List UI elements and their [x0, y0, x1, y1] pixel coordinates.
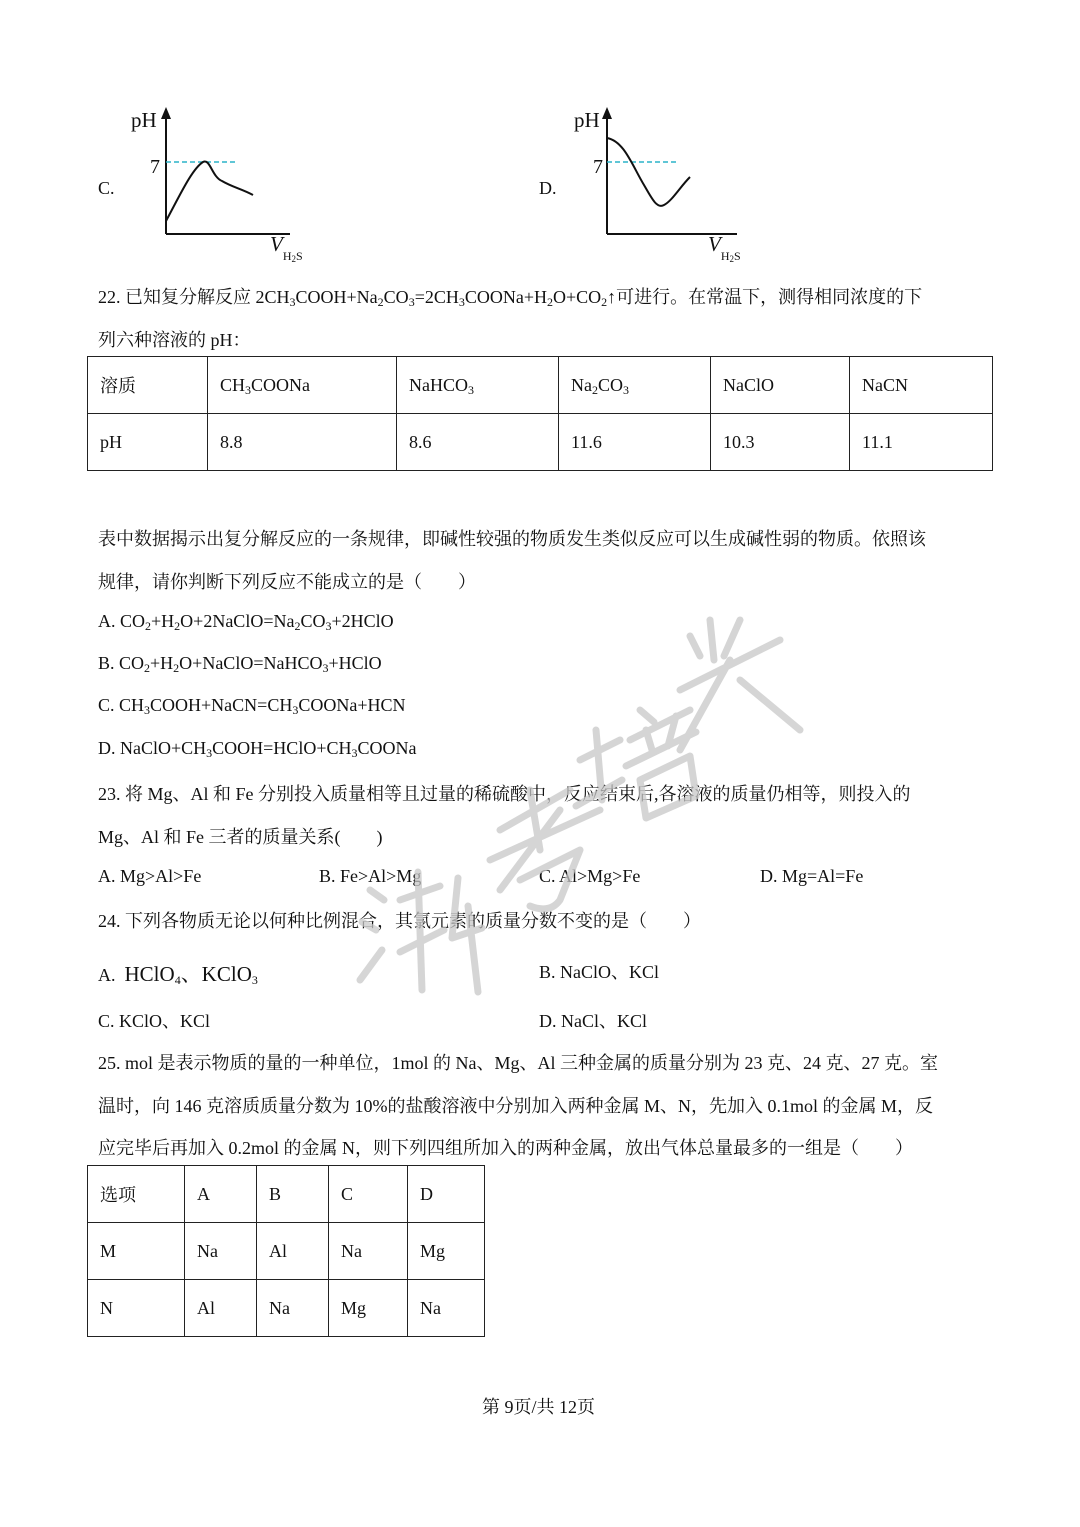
q25-line2: 温时，向 146 克溶质质量分数为 10%的盐酸溶液中分别加入两种金属 M、N，先加入 0.1mol 的金属 M，反 [98, 1096, 934, 1116]
table-cell: 8.6 [397, 414, 559, 471]
q23-line1: 23. 将 Mg、Al 和 Fe 分别投入质量相等且过量的稀硫酸中，反应结束后,各溶液的质量仍相等，则投入的 [98, 784, 911, 804]
table-cell: Na [257, 1280, 329, 1337]
table-cell: $Na_2CO_3$ [559, 357, 711, 414]
table-cell: M [88, 1223, 185, 1280]
graph-c-plot [150, 105, 310, 245]
page-footer: 第 9页/共 12页 [482, 1397, 596, 1417]
graph-d-curve [607, 138, 690, 206]
table-row [88, 1223, 485, 1280]
table-cell: D [408, 1166, 485, 1223]
table-cell: NaClO [711, 357, 850, 414]
table-cell: Mg [329, 1280, 408, 1337]
graph-c-curve [166, 161, 253, 221]
table-cell: $CH_3COONa$ [208, 357, 397, 414]
q23-option-a: A. Mg>Al>Fe [98, 866, 202, 886]
q25-line3: 应完毕后再加入 0.2mol 的金属 N，则下列四组所加入的两种金属，放出气体总量最多的一组是（ ） [98, 1138, 913, 1158]
q22-option-d: D. $NaClO+CH_3COOH=HClO+CH_3COONa$ [98, 738, 417, 760]
q24-line1: 24. 下列各物质无论以何种比例混合，其氯元素的质量分数不变的是（ ） [98, 911, 701, 931]
graph-c-option-label: C. [98, 178, 115, 198]
graph-d-plot [592, 105, 752, 245]
q24-option-c: C. KClO、KCl [98, 1011, 211, 1031]
graph-d-option-label: D. [539, 178, 557, 198]
table-cell: Al [257, 1223, 329, 1280]
table-cell: 11.6 [559, 414, 711, 471]
q23-option-c: C. Al>Mg>Fe [539, 866, 641, 886]
table-cell: NaCN [850, 357, 993, 414]
table-cell: 10.3 [711, 414, 850, 471]
table-cell: Al [185, 1280, 257, 1337]
table-cell: Na [408, 1280, 485, 1337]
table-cell: 8.8 [208, 414, 397, 471]
table-row [88, 414, 993, 471]
table-cell: Mg [408, 1223, 485, 1280]
q24-option-d: D. NaCl、KCl [539, 1011, 647, 1031]
q23-option-d: D. Mg=Al=Fe [760, 866, 864, 886]
graph-d-y-label: pH [574, 108, 600, 132]
q22-desc1: 表中数据揭示出复分解反应的一条规律，即碱性较强的物质发生类似反应可以生成碱性弱的物质。依照该 [98, 529, 926, 549]
table-cell: B [257, 1166, 329, 1223]
q25-line1: 25. mol 是表示物质的量的一种单位，1mol 的 Na、Mg、Al 三种金属的质量分别为 23 克、24 克、27 克。室 [98, 1053, 938, 1073]
table-cell: N [88, 1280, 185, 1337]
table-cell: C [329, 1166, 408, 1223]
graph-c-y-arrow [161, 107, 171, 119]
table-row [88, 1280, 485, 1337]
table-cell: Na [329, 1223, 408, 1280]
q22-option-c: C. $CH_3COOH+NaCN=CH_3COONa+HCN$ [98, 695, 406, 717]
q22-line2: 列六种溶液的 pH： [98, 330, 251, 350]
graph-c-x-label: $V_{H2S}$ [270, 232, 303, 264]
table-cell: 11.1 [850, 414, 993, 471]
q22-option-a: A. $CO_2+H_2O+2NaClO=Na_2CO_3+2HClO$ [98, 611, 394, 633]
table-cell: NaHCO$_3$ [397, 357, 559, 414]
table-cell: pH [88, 414, 208, 471]
q23-option-b: B. Fe>Al>Mg [319, 866, 422, 886]
q24-option-a: A. HClO$_4$、KClO$_3$ [98, 962, 258, 987]
graph-d-y-arrow [602, 107, 612, 119]
graph-c-y-label: pH [131, 108, 157, 132]
table-cell: 选项 [88, 1166, 185, 1223]
graph-d-mark-7: 7 [593, 156, 603, 178]
table-cell: A [185, 1166, 257, 1223]
table-row [88, 357, 993, 414]
q22-desc2: 规律，请你判断下列反应不能成立的是（ ） [98, 572, 476, 592]
table-cell: Na [185, 1223, 257, 1280]
graph-d-x-label: $V_{H2S}$ [708, 232, 741, 264]
q22-option-b: B. $CO_2+H_2O+NaClO=NaHCO_3+HClO$ [98, 653, 382, 675]
table-cell: 溶质 [88, 357, 208, 414]
table-row [88, 1166, 485, 1223]
q22-line1: 22. 已知复分解反应 $2CH_3COOH+Na_2CO_3=2CH_3COONa+H_2O+CO_2↑$可进行。在常温下，测得相同浓度的下 [98, 287, 923, 309]
graph-c-mark-7: 7 [150, 156, 160, 178]
q23-line2: Mg、Al 和 Fe 三者的质量关系( ) [98, 827, 383, 847]
q22-ph-table [87, 356, 993, 471]
q25-metal-table [87, 1165, 485, 1337]
q24-option-b: B. NaClO、KCl [539, 962, 660, 982]
